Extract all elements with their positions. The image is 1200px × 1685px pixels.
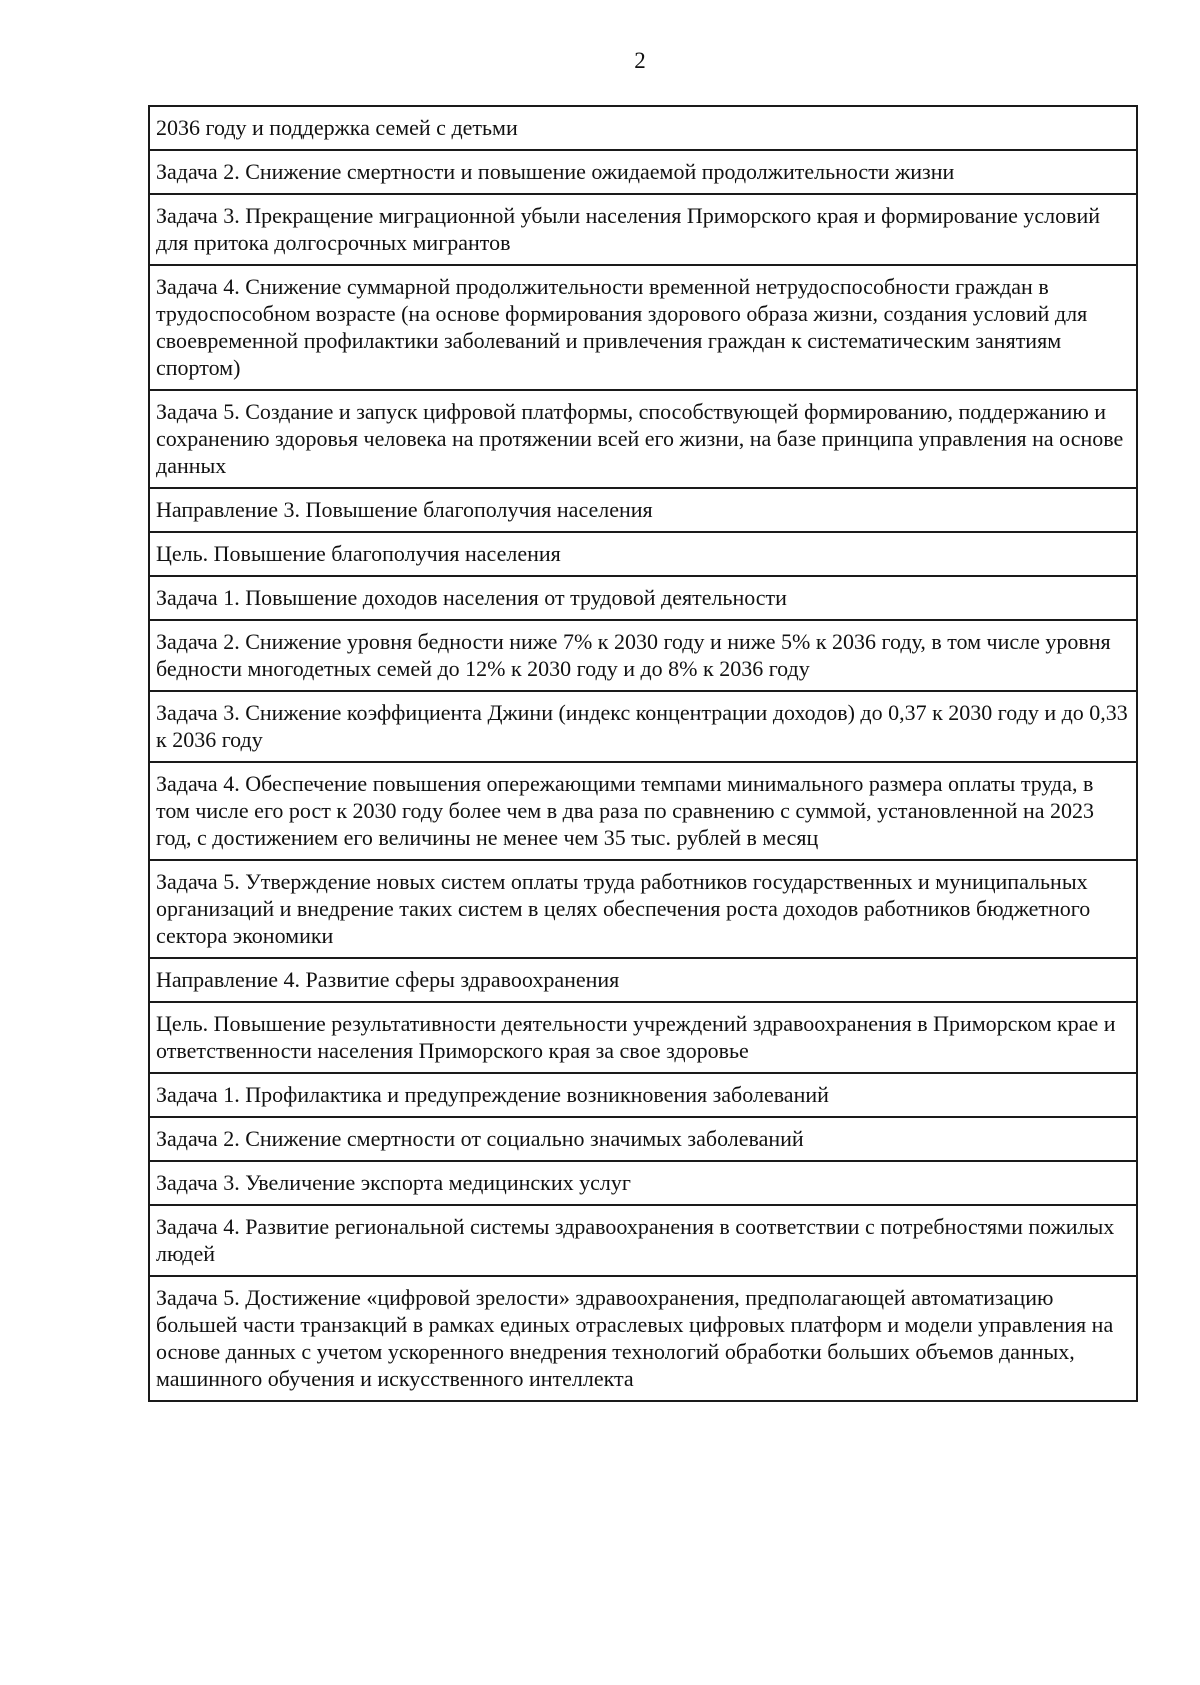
- table-cell: Цель. Повышение благополучия населения: [149, 532, 1137, 576]
- table-row: [149, 1205, 1137, 1276]
- goals-table: [148, 105, 1138, 1402]
- table-row: [149, 106, 1137, 150]
- table-cell: Цель. Повышение результативности деятельности учреждений здравоохранения в Приморском крае и ответственности населения Приморского края за свое здоровье: [149, 1002, 1137, 1073]
- table-cell: Направление 3. Повышение благополучия населения: [149, 488, 1137, 532]
- table-cell: Задача 3. Снижение коэффициента Джини (индекс концентрации доходов) до 0,37 к 2030 году и до 0,33 к 2036 году: [149, 691, 1137, 762]
- table-cell: Задача 5. Утверждение новых систем оплаты труда работников государственных и муниципальных организаций и внедрение таких систем в целях обеспечения роста доходов работников бюджетного сектора экономики: [149, 860, 1137, 958]
- table-cell: Направление 4. Развитие сферы здравоохранения: [149, 958, 1137, 1002]
- table-cell: Задача 2. Снижение уровня бедности ниже 7% к 2030 году и ниже 5% к 2036 году, в том числе уровня бедности многодетных семей до 12% к 2030 году и до 8% к 2036 году: [149, 620, 1137, 691]
- table-cell: Задача 3. Прекращение миграционной убыли населения Приморского края и формирование условий для притока долгосрочных мигрантов: [149, 194, 1137, 265]
- table-row: [149, 488, 1137, 532]
- table-cell: Задача 3. Увеличение экспорта медицинских услуг: [149, 1161, 1137, 1205]
- table-cell: Задача 4. Снижение суммарной продолжительности временной нетрудоспособности граждан в трудоспособном возрасте (на основе формирования здорового образа жизни, создания условий для своевременной профилактики заболеваний и привлечения граждан к систематическим занятиям спортом): [149, 265, 1137, 390]
- table-row: [149, 1276, 1137, 1401]
- table-row: [149, 390, 1137, 488]
- table-row: [149, 265, 1137, 390]
- table-row: [149, 762, 1137, 860]
- table-row: [149, 1117, 1137, 1161]
- table-row: [149, 576, 1137, 620]
- table-cell: Задача 1. Профилактика и предупреждение возникновения заболеваний: [149, 1073, 1137, 1117]
- table-row: [149, 860, 1137, 958]
- table-row: [149, 1002, 1137, 1073]
- table-cell: Задача 4. Обеспечение повышения опережающими темпами минимального размера оплаты труда, в том числе его рост к 2030 году более чем в два раза по сравнению с суммой, установленной на 2023 год, с достижением его величины не менее чем 35 тыс. рублей в месяц: [149, 762, 1137, 860]
- table-row: [149, 958, 1137, 1002]
- table-cell: Задача 1. Повышение доходов населения от трудовой деятельности: [149, 576, 1137, 620]
- table-cell: Задача 4. Развитие региональной системы здравоохранения в соответствии с потребностями пожилых людей: [149, 1205, 1137, 1276]
- table-row: [149, 150, 1137, 194]
- table-cell: Задача 2. Снижение смертности и повышение ожидаемой продолжительности жизни: [149, 150, 1137, 194]
- table-cell: Задача 5. Создание и запуск цифровой платформы, способствующей формированию, поддержанию и сохранению здоровья человека на протяжении всей его жизни, на базе принципа управления на основе данных: [149, 390, 1137, 488]
- table-cell: 2036 году и поддержка семей с детьми: [149, 106, 1137, 150]
- table-row: [149, 194, 1137, 265]
- table-cell: Задача 5. Достижение «цифровой зрелости» здравоохранения, предполагающей автоматизацию большей части транзакций в рамках единых отраслевых цифровых платформ и модели управления на основе данных с учетом ускоренного внедрения технологий обработки больших объемов данных, машинного обучения и искусственного интеллекта: [149, 1276, 1137, 1401]
- table-cell: Задача 2. Снижение смертности от социально значимых заболеваний: [149, 1117, 1137, 1161]
- table-row: [149, 620, 1137, 691]
- table-row: [149, 532, 1137, 576]
- table-row: [149, 691, 1137, 762]
- table-row: [149, 1161, 1137, 1205]
- page-number: 2: [634, 48, 646, 73]
- table-row: [149, 1073, 1137, 1117]
